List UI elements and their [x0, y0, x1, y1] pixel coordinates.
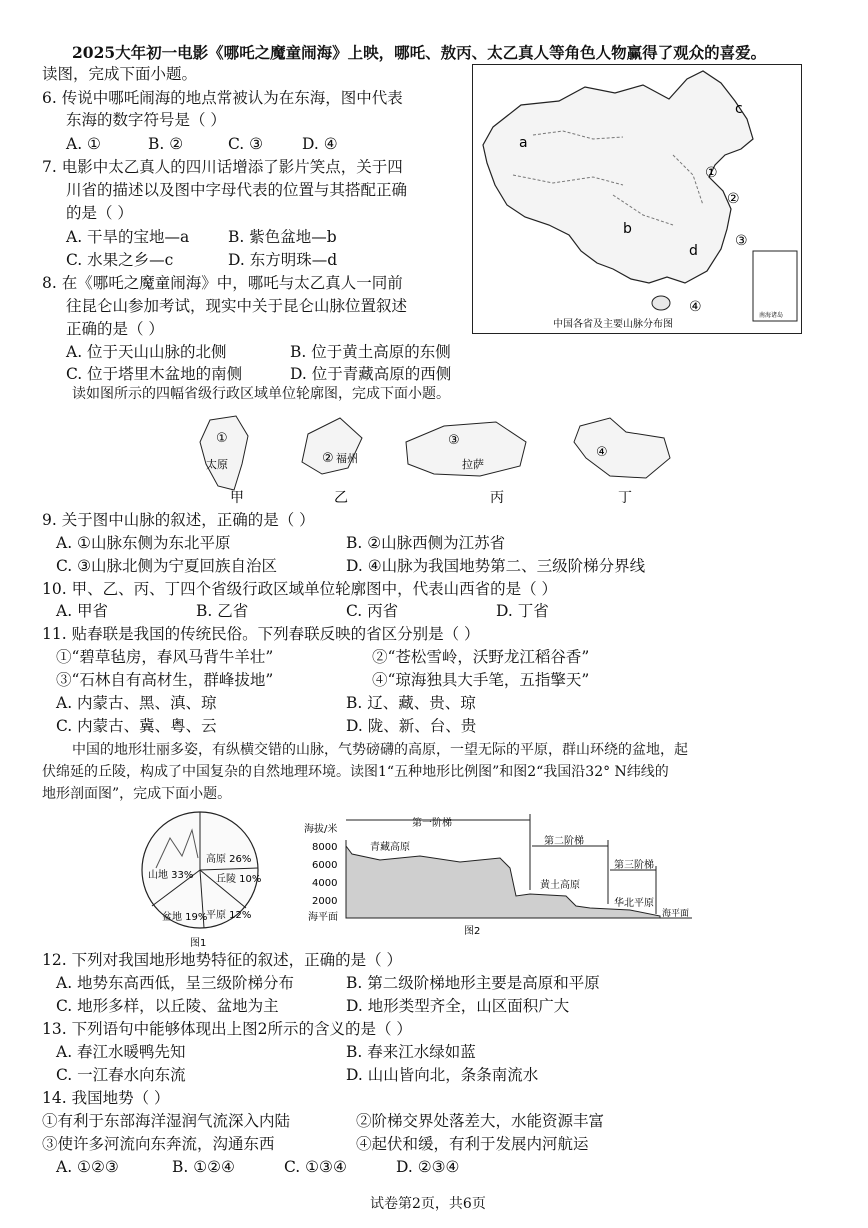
q10-option-a[interactable]: A. 甲省 [56, 602, 109, 620]
q14-statement-2: ②阶梯交界处落差大，水能资源丰富 [356, 1112, 605, 1130]
fig2-ytick-2000: 2000 [312, 896, 338, 907]
q8-option-d[interactable]: D. 位于青藏高原的西侧 [290, 365, 452, 383]
fig2-region-north-china: 华北平原 [614, 898, 654, 909]
q13-stem: 13. 下列语句中能够体现出上图2所示的含义的是（ ） [42, 1020, 412, 1038]
map-letter-a: a [519, 135, 528, 151]
q14-option-b[interactable]: B. ①②④ [172, 1158, 235, 1176]
figure2-terrain-profile [300, 810, 700, 942]
q12-option-b[interactable]: B. 第二级阶梯地形主要是高原和平原 [346, 974, 600, 992]
city-taiyuan: 太原 [206, 458, 228, 471]
intro2-text: 读如图所示的四幅省级行政区域单位轮廓图，完成下面小题。 [72, 386, 450, 402]
fig2-ytick-sea: 海平面 [308, 912, 338, 923]
fig2-region-qinghai-tibet: 青藏高原 [370, 842, 410, 853]
fig2-ytick-8000: 8000 [312, 842, 338, 853]
outline-num-3: ③ [448, 433, 460, 448]
q6-option-d[interactable]: D. ④ [302, 135, 338, 153]
fig1-caption: 图1 [190, 938, 207, 948]
fig2-ylabel: 海拔/米 [304, 824, 338, 835]
q7-stem-2: 川省的描述以及图中字母代表的位置与其搭配正确 [66, 181, 408, 199]
outline-label-bing: 丙 [490, 490, 504, 506]
map-number-2: ② [727, 191, 740, 207]
fig2-step-3: 第三阶梯 [614, 860, 654, 871]
q9-option-d[interactable]: D. ④山脉为我国地势第二、三级阶梯分界线 [346, 557, 646, 575]
q13-option-d[interactable]: D. 山山皆向北，条条南流水 [346, 1066, 539, 1084]
fig2-caption: 图2 [464, 926, 481, 937]
q12-option-c[interactable]: C. 地形多样，以丘陵、盆地为主 [56, 997, 279, 1015]
fig1-label-plateau: 高原 26% [206, 854, 252, 865]
q12-stem: 12. 下列对我国地形地势特征的叙述，正确的是（ ） [42, 951, 403, 969]
q11-option-a[interactable]: A. 内蒙古、黑、滇、琼 [56, 694, 217, 712]
intro3-line-1: 中国的地形壮丽多姿，有纵横交错的山脉，气势磅礴的高原，一望无际的平原，群山环绕的盆地，起 [72, 742, 688, 758]
fig2-region-loess: 黄土高原 [540, 880, 580, 891]
fig1-label-basin: 盆地 19% [162, 912, 208, 923]
fig2-ytick-6000: 6000 [312, 860, 338, 871]
outline-label-jia: 甲 [230, 490, 244, 506]
q13-option-b[interactable]: B. 春来江水绿如蓝 [346, 1043, 476, 1061]
q6-option-c[interactable]: C. ③ [228, 135, 264, 153]
q7-option-a[interactable]: A. 干旱的宝地—a [66, 228, 190, 246]
q6-stem-2: 东海的数字符号是（ ） [66, 111, 226, 129]
q14-option-d[interactable]: D. ②③④ [396, 1158, 460, 1176]
outline-label-yi: 乙 [334, 490, 348, 506]
q6-option-b[interactable]: B. ② [148, 135, 184, 153]
q8-stem-1: 8. 在《哪吒之魔童闹海》中，哪吒与太乙真人一同前 [42, 274, 403, 292]
q11-option-d[interactable]: D. 陇、新、台、贵 [346, 717, 477, 735]
map-letter-d: d [689, 243, 698, 259]
fig1-label-plain: 平原 12% [206, 910, 252, 921]
map-letter-b: b [623, 221, 632, 237]
q12-option-d[interactable]: D. 地形类型齐全，山区面积广大 [346, 997, 570, 1015]
q10-option-b[interactable]: B. 乙省 [196, 602, 249, 620]
q9-option-b[interactable]: B. ②山脉西侧为江苏省 [346, 534, 506, 552]
map-caption: 中国各省及主要山脉分布图 [553, 319, 673, 330]
province-outlines [190, 408, 690, 506]
q14-statement-3: ③使许多河流向东奔流，沟通东西 [42, 1135, 275, 1153]
intro3-line-2: 伏绵延的丘陵，构成了中国复杂的自然地理环境。读图1“五种地形比例图”和图2“我国沿32° N纬线的 [42, 764, 669, 780]
outline-num-2: ② [322, 451, 334, 466]
fig2-step-1: 第一阶梯 [412, 818, 452, 829]
q11-option-b[interactable]: B. 辽、藏、贵、琼 [346, 694, 476, 712]
outline-num-4: ④ [596, 445, 608, 460]
q8-option-c[interactable]: C. 位于塔里木盆地的南侧 [66, 365, 243, 383]
fig2-ytick-4000: 4000 [312, 878, 338, 889]
q11-couplet-4: ④“琼海独具大手笔，五指擎天” [372, 671, 590, 689]
q14-option-a[interactable]: A. ①②③ [56, 1158, 119, 1176]
q8-option-b[interactable]: B. 位于黄土高原的东侧 [290, 343, 451, 361]
china-map-drawing [473, 65, 801, 333]
map-number-3: ③ [735, 233, 748, 249]
q13-option-a[interactable]: A. 春江水暖鸭先知 [56, 1043, 186, 1061]
q7-option-d[interactable]: D. 东方明珠—d [228, 251, 338, 269]
q6-stem-1: 6. 传说中哪吒闹海的地点常被认为在东海，图中代表 [42, 89, 403, 107]
fig1-label-hill: 丘陵 10% [216, 874, 262, 885]
q11-couplet-2: ②“苍松雪岭，沃野龙江稻谷香” [372, 648, 590, 666]
map-letter-c: c [735, 101, 743, 117]
intro3-line-3: 地形剖面图”，完成下面小题。 [42, 786, 232, 802]
outline-label-ding: 丁 [618, 490, 632, 506]
q9-stem: 9. 关于图中山脉的叙述，正确的是（ ） [42, 511, 315, 529]
page-footer: 试卷第2页，共6页 [370, 1196, 486, 1212]
q8-option-a[interactable]: A. 位于天山山脉的北侧 [66, 343, 227, 361]
fig1-label-mountain: 山地 33% [148, 870, 194, 881]
q13-option-c[interactable]: C. 一江春水向东流 [56, 1066, 186, 1084]
q12-option-a[interactable]: A. 地势东高西低，呈三级阶梯分布 [56, 974, 295, 992]
q9-option-c[interactable]: C. ③山脉北侧为宁夏回族自治区 [56, 557, 278, 575]
q14-statement-4: ④起伏和缓，有利于发展内河航运 [356, 1135, 589, 1153]
fig2-step-2: 第二阶梯 [544, 836, 584, 847]
city-lhasa: 拉萨 [462, 458, 484, 471]
q7-option-c[interactable]: C. 水果之乡—c [66, 251, 174, 269]
figure1-terrain-pie [136, 808, 266, 948]
q11-stem: 11. 贴春联是我国的传统民俗。下列春联反映的省区分别是（ ） [42, 625, 480, 643]
q7-stem-1: 7. 电影中太乙真人的四川话增添了影片笑点，关于四 [42, 158, 403, 176]
q10-stem: 10. 甲、乙、丙、丁四个省级行政区域单位轮廓图中，代表山西省的是（ ） [42, 580, 558, 598]
intro-line-2: 读图，完成下面小题。 [42, 65, 198, 83]
q7-option-b[interactable]: B. 紫色盆地—b [228, 228, 337, 246]
q8-stem-3: 正确的是（ ） [66, 320, 164, 338]
q11-couplet-3: ③“石林自有高材生，群峰拔地” [56, 671, 274, 689]
q14-statement-1: ①有利于东部海洋湿润气流深入内陆 [42, 1112, 291, 1130]
map-inset-label: 南海诸岛 [759, 312, 784, 319]
outline-num-1: ① [216, 431, 228, 446]
china-map-figure [472, 64, 802, 334]
q8-stem-2: 往昆仑山参加考试，现实中关于昆仑山脉位置叙述 [66, 297, 408, 315]
q14-stem: 14. 我国地势（ ） [42, 1089, 170, 1107]
city-fuzhou: 福州 [336, 452, 358, 465]
map-number-4: ④ [689, 299, 702, 315]
map-number-1: ① [705, 165, 718, 181]
q11-couplet-1: ①“碧草毡房，春风马背牛羊壮” [56, 648, 274, 666]
fig2-sea-label: 海平面 [662, 909, 690, 919]
intro-line-1: 2025大年初一电影《哪吒之魔童闹海》上映，哪吒、敖丙、太乙真人等角色人物赢得了观众的喜爱。 [72, 43, 767, 62]
q14-option-c[interactable]: C. ①③④ [284, 1158, 347, 1176]
q10-option-c[interactable]: C. 丙省 [346, 602, 399, 620]
q9-option-a[interactable]: A. ①山脉东侧为东北平原 [56, 534, 231, 552]
q11-option-c[interactable]: C. 内蒙古、冀、粤、云 [56, 717, 217, 735]
q10-option-d[interactable]: D. 丁省 [496, 602, 549, 620]
q6-option-a[interactable]: A. ① [66, 135, 101, 153]
q7-stem-3: 的是（ ） [66, 204, 133, 222]
